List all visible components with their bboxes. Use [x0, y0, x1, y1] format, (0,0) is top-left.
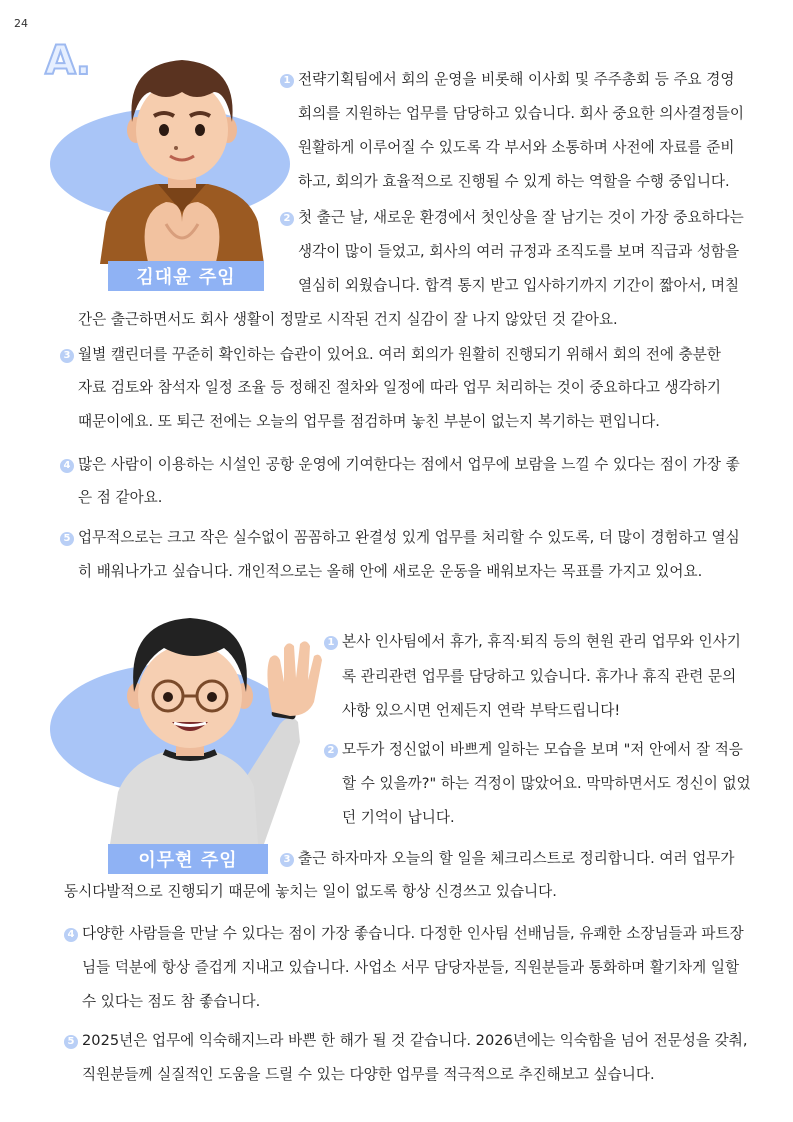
text-line: 던 기억이 납니다. [342, 809, 455, 826]
text-line: 열심히 외웠습니다. 합격 통지 받고 입사하기까지 기간이 짧아서, 며칠 [298, 277, 740, 294]
section-mark: A. [45, 38, 90, 84]
item-number-marker: 2 [280, 212, 294, 226]
text-line: 할 수 있을까?" 하는 걱정이 많았어요. 막막하면서도 정신이 없었 [342, 775, 751, 792]
text-line: 은 점 같아요. [78, 489, 163, 506]
item-number-marker: 4 [64, 928, 78, 942]
item-number-marker: 5 [60, 532, 74, 546]
text-line [60, 528, 740, 548]
text-line: 록 관리관련 업무를 담당하고 있습니다. 휴가나 휴직 관련 문의 [342, 668, 737, 685]
text-line: 사항 있으시면 언제든지 연락 부탁드립니다! [342, 702, 621, 719]
text-line: 히 배워나가고 싶습니다. 개인적으로는 올해 안에 새로운 운동을 배워보자는 목표를 가지고 있어요. [78, 563, 703, 580]
text-line-content: 본사 인사팀에서 휴가, 휴직·퇴직 등의 현원 관리 업무와 인사기 [342, 633, 741, 650]
text-line-content: 다양한 사람들을 만날 수 있다는 점이 가장 좋습니다. 다정한 인사팀 선배님들, 유쾌한 소장님들과 파트장 [82, 925, 744, 942]
text-line [64, 924, 744, 944]
text-line: 회의를 지원하는 업무를 담당하고 있습니다. 회사 중요한 의사결정들이 [298, 105, 744, 122]
item-number-marker: 4 [60, 459, 74, 473]
item-number-marker: 1 [324, 636, 338, 650]
text-line-content: 출근 하자마자 오늘의 할 일을 체크리스트로 정리합니다. 여러 업무가 [298, 850, 735, 867]
text-line [64, 1031, 747, 1051]
name-tag-lee: 이무현 주임 [108, 844, 268, 874]
text-line: 자료 검토와 참석자 일정 조율 등 정해진 절차와 일정에 따라 업무 처리하는 것이 중요하다고 생각하기 [78, 379, 721, 396]
text-line: 직원분들께 실질적인 도움을 드릴 수 있는 다양한 업무를 적극적으로 추진해보고 싶습니다. [82, 1066, 655, 1083]
text-line-content: 첫 출근 날, 새로운 환경에서 첫인상을 잘 남기는 것이 가장 중요하다는 [298, 209, 744, 226]
item-number-marker: 3 [60, 349, 74, 363]
text-line-content: 2025년은 업무에 익숙해지느라 바쁜 한 해가 될 것 같습니다. 2026년에는 익숙함을 넘어 전문성을 갖춰, [82, 1032, 748, 1049]
item-number-marker: 5 [64, 1035, 78, 1049]
text-line: 수 있다는 점도 참 좋습니다. [82, 993, 261, 1010]
text-line-content: 월별 캘린더를 꾸준히 확인하는 습관이 있어요. 여러 회의가 원활히 진행되기 위해서 회의 전에 충분한 [78, 346, 721, 363]
page-number: 24 [14, 17, 28, 30]
text-line [60, 455, 740, 475]
text-line-content: 많은 사람이 이용하는 시설인 공항 운영에 기여한다는 점에서 업무에 보람을 느낄 수 있다는 점이 가장 좋 [78, 456, 740, 473]
text-line [280, 849, 735, 869]
item-number-marker: 2 [324, 744, 338, 758]
text-line-content: 업무적으로는 크고 작은 실수없이 꼼꼼하고 완결성 있게 업무를 처리할 수 있도록, 더 많이 경험하고 열심 [78, 529, 740, 546]
text-line [280, 208, 744, 228]
text-line: 생각이 많이 들었고, 회사의 여러 규정과 조직도를 보며 직급과 성함을 [298, 243, 740, 260]
text-line [324, 632, 741, 652]
text-line: 님들 덕분에 항상 즐겁게 지내고 있습니다. 사업소 서무 담당자분들, 직원분들과 통화하며 활기차게 일할 [82, 959, 740, 976]
text-line [60, 345, 721, 365]
text-line-content: 모두가 정신없이 바쁘게 일하는 모습을 보며 "저 안에서 잘 적응 [342, 741, 743, 758]
item-number-marker: 3 [280, 853, 294, 867]
text-line: 동시다발적으로 진행되기 때문에 놓치는 일이 없도록 항상 신경쓰고 있습니다. [64, 883, 557, 900]
text-line-content: 전략기획팀에서 회의 운영을 비롯해 이사회 및 주주총회 등 주요 경영 [298, 71, 735, 88]
text-line: 때문이에요. 또 퇴근 전에는 오늘의 업무를 점검하며 놓친 부분이 없는지 복기하는 편입니다. [78, 413, 660, 430]
text-line [280, 70, 735, 90]
text-line: 간은 출근하면서도 회사 생활이 정말로 시작된 건지 실감이 잘 나지 않았던 것 같아요. [78, 311, 618, 328]
avatar-lee [104, 612, 324, 844]
text-line: 하고, 회의가 효율적으로 진행될 수 있게 하는 역할을 수행 중입니다. [298, 173, 730, 190]
avatar-kim [96, 52, 268, 264]
name-tag-kim: 김대윤 주임 [108, 261, 264, 291]
text-line [324, 740, 743, 760]
item-number-marker: 1 [280, 74, 294, 88]
text-line: 원활하게 이루어질 수 있도록 각 부서와 소통하며 사전에 자료를 준비 [298, 139, 735, 156]
